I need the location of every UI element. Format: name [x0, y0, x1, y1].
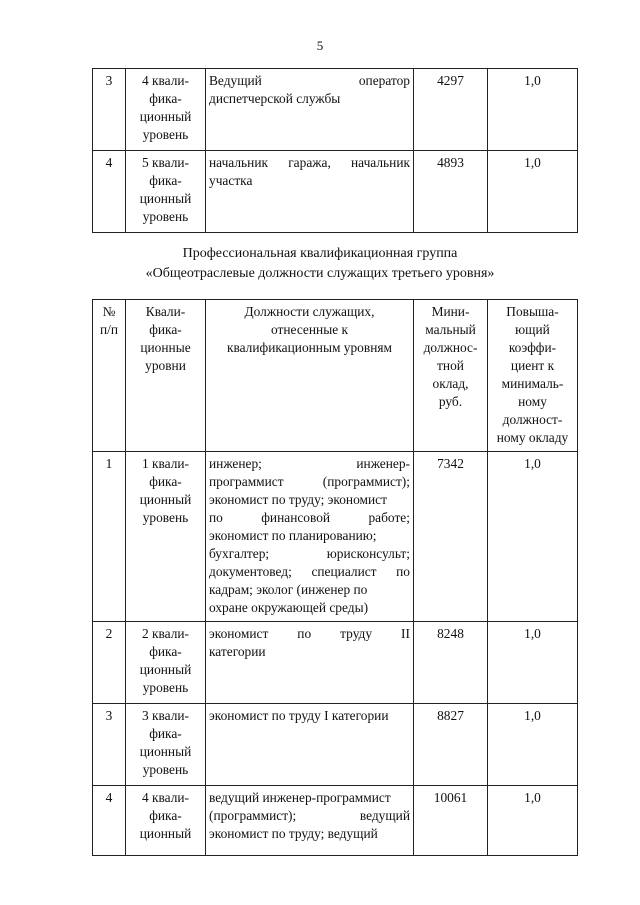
header-coefficient-line: ному окладу	[496, 430, 569, 445]
position-line	[209, 455, 410, 473]
positions-cell	[206, 151, 414, 233]
qualification-level-cell	[126, 786, 206, 856]
header-min-salary-line: оклад,	[432, 376, 469, 391]
position-word: работе;	[368, 510, 410, 525]
qualification-level-line: фика-	[149, 91, 182, 106]
header-coefficient-line: ющий	[515, 322, 550, 337]
qualification-level-line: ционный	[139, 744, 192, 759]
table-row	[93, 786, 578, 856]
coefficient-cell: 1,0	[488, 704, 578, 786]
row-number-cell: 2	[93, 622, 126, 704]
position-word: (программист);	[322, 474, 410, 489]
qualification-level-line: уровень	[142, 209, 189, 224]
header-min-salary-line: тной	[437, 358, 464, 373]
position-word: труду	[340, 626, 373, 641]
position-word: ведущий	[359, 808, 410, 823]
row-number-cell: 4	[93, 151, 126, 233]
qualification-level-line: ционный	[139, 191, 192, 206]
qualification-level-line: уровень	[142, 680, 189, 695]
positions-cell	[206, 452, 414, 622]
position-word: экономист по труду I категории	[209, 708, 389, 723]
qualification-level-line: ционный	[139, 109, 192, 124]
position-word: категории	[209, 644, 266, 659]
position-line	[209, 707, 410, 725]
position-word: диспетчерской службы	[209, 91, 341, 106]
qualification-level-line: фика-	[149, 808, 182, 823]
header-positions-line: отнесенные к	[271, 322, 348, 337]
qualification-level-line: фика-	[149, 726, 182, 741]
coefficient-cell: 1,0	[488, 69, 578, 151]
position-word: по	[396, 564, 410, 579]
qualification-level-line: 5 квали-	[141, 155, 190, 170]
header-number	[93, 300, 126, 452]
qualification-level-cell	[126, 704, 206, 786]
min-salary-cell: 7342	[414, 452, 488, 622]
table-header-row	[93, 300, 578, 452]
qualification-level-line: ционный	[139, 492, 192, 507]
position-line	[209, 90, 410, 108]
header-min-salary-line: Мини-	[431, 304, 470, 319]
qualification-level-cell	[126, 452, 206, 622]
qualification-level-line: 2 квали-	[141, 626, 190, 641]
position-line	[209, 509, 410, 527]
position-word: (программист);	[209, 808, 297, 823]
position-word: участка	[209, 173, 253, 188]
qualification-level-line: 1 квали-	[141, 456, 190, 471]
position-line	[209, 154, 410, 172]
qualification-level-line: 4 квали-	[141, 73, 190, 88]
positions-cell	[206, 704, 414, 786]
header-levels	[126, 300, 206, 452]
header-number-line: п/п	[99, 322, 119, 337]
position-line	[209, 172, 410, 190]
position-word: по	[297, 626, 312, 641]
position-word: кадрам; эколог (инженер по	[209, 582, 368, 597]
position-line	[209, 825, 410, 843]
position-word: финансовой	[261, 510, 331, 525]
header-positions	[206, 300, 414, 452]
position-line	[209, 527, 410, 545]
min-salary-cell: 4893	[414, 151, 488, 233]
position-word: документовед;	[209, 564, 292, 579]
position-word: охране окружающей среды)	[209, 600, 369, 615]
coefficient-cell: 1,0	[488, 622, 578, 704]
qualification-level-cell	[126, 69, 206, 151]
position-word: экономист по труду; экономист	[209, 492, 387, 507]
position-word: инженер;	[209, 456, 262, 471]
qualification-level-line: уровень	[142, 127, 189, 142]
min-salary-cell: 10061	[414, 786, 488, 856]
qualification-level-line: фика-	[149, 173, 182, 188]
header-coefficient	[488, 300, 578, 452]
position-word: Ведущий	[209, 73, 262, 88]
header-coefficient-line: ному	[518, 394, 547, 409]
position-word: программист	[209, 474, 284, 489]
position-word: экономист по труду; ведущий	[209, 826, 378, 841]
position-line	[209, 491, 410, 509]
group-title	[0, 244, 640, 284]
position-line	[209, 807, 410, 825]
group-title-line1: Профессиональная квалификационная группа	[182, 246, 458, 261]
table-row	[93, 452, 578, 622]
position-line	[209, 599, 410, 617]
header-number-line: №	[102, 304, 116, 319]
position-line	[209, 581, 410, 599]
qualification-level-line: ционный	[139, 662, 192, 677]
header-levels-line: Квали-	[145, 304, 186, 319]
position-word: инженер-	[356, 456, 410, 471]
table-row	[93, 151, 578, 233]
qualification-level-cell	[126, 622, 206, 704]
position-line	[209, 789, 410, 807]
position-word: II	[401, 626, 410, 641]
row-number-cell: 3	[93, 69, 126, 151]
position-word: начальник	[209, 155, 268, 170]
qualification-level-line: уровень	[142, 762, 189, 777]
header-levels-line: уровни	[145, 358, 186, 373]
qualification-level-line: 4 квали-	[141, 790, 190, 805]
qualification-level-line: 3 квали-	[141, 708, 190, 723]
coefficient-cell: 1,0	[488, 786, 578, 856]
qualification-level-line: ционный	[139, 826, 192, 841]
header-min-salary-line: должнос-	[423, 340, 478, 355]
staff-table-second-level	[92, 68, 578, 233]
positions-cell	[206, 786, 414, 856]
position-word: экономист	[209, 626, 269, 641]
header-coefficient-line: должност-	[502, 412, 563, 427]
header-coefficient-line: коэффи-	[508, 340, 557, 355]
min-salary-cell: 8248	[414, 622, 488, 704]
header-coefficient-line: циент к	[510, 358, 555, 373]
header-min-salary	[414, 300, 488, 452]
position-word: специалист	[311, 564, 377, 579]
page-number: 5	[316, 38, 324, 53]
header-levels-line: фика-	[149, 322, 182, 337]
staff-table-third-level	[92, 299, 578, 856]
positions-cell	[206, 69, 414, 151]
position-word: юрисконсульт;	[326, 546, 410, 561]
qualification-level-line: фика-	[149, 474, 182, 489]
position-line	[209, 72, 410, 90]
min-salary-cell: 8827	[414, 704, 488, 786]
position-word: оператор	[358, 73, 410, 88]
header-positions-line: Должности служащих,	[244, 304, 375, 319]
group-title-line2: «Общеотраслевые должности служащих третьего уровня»	[145, 266, 495, 281]
row-number-cell: 3	[93, 704, 126, 786]
positions-cell	[206, 622, 414, 704]
position-word: начальник	[351, 155, 410, 170]
qualification-level-line: фика-	[149, 644, 182, 659]
qualification-level-cell	[126, 151, 206, 233]
row-number-cell: 1	[93, 452, 126, 622]
position-word: по	[209, 510, 223, 525]
position-word: экономист по планированию;	[209, 528, 377, 543]
header-min-salary-line: мальный	[425, 322, 476, 337]
row-number-cell: 4	[93, 786, 126, 856]
header-min-salary-line: руб.	[438, 394, 463, 409]
position-line	[209, 545, 410, 563]
header-coefficient-line: Повыша-	[506, 304, 559, 319]
header-positions-line: квалификационным уровням	[226, 340, 393, 355]
table-row	[93, 69, 578, 151]
position-line	[209, 473, 410, 491]
position-word: гаража,	[288, 155, 331, 170]
position-word: бухгалтер;	[209, 546, 270, 561]
position-line	[209, 643, 410, 661]
header-coefficient-line: минималь-	[501, 376, 564, 391]
min-salary-cell: 4297	[414, 69, 488, 151]
coefficient-cell: 1,0	[488, 151, 578, 233]
table-row	[93, 704, 578, 786]
position-line	[209, 625, 410, 643]
header-levels-line: ционные	[140, 340, 191, 355]
position-line	[209, 563, 410, 581]
coefficient-cell: 1,0	[488, 452, 578, 622]
position-word: ведущий инженер-программист	[209, 790, 391, 805]
qualification-level-line: уровень	[142, 510, 189, 525]
table-row	[93, 622, 578, 704]
